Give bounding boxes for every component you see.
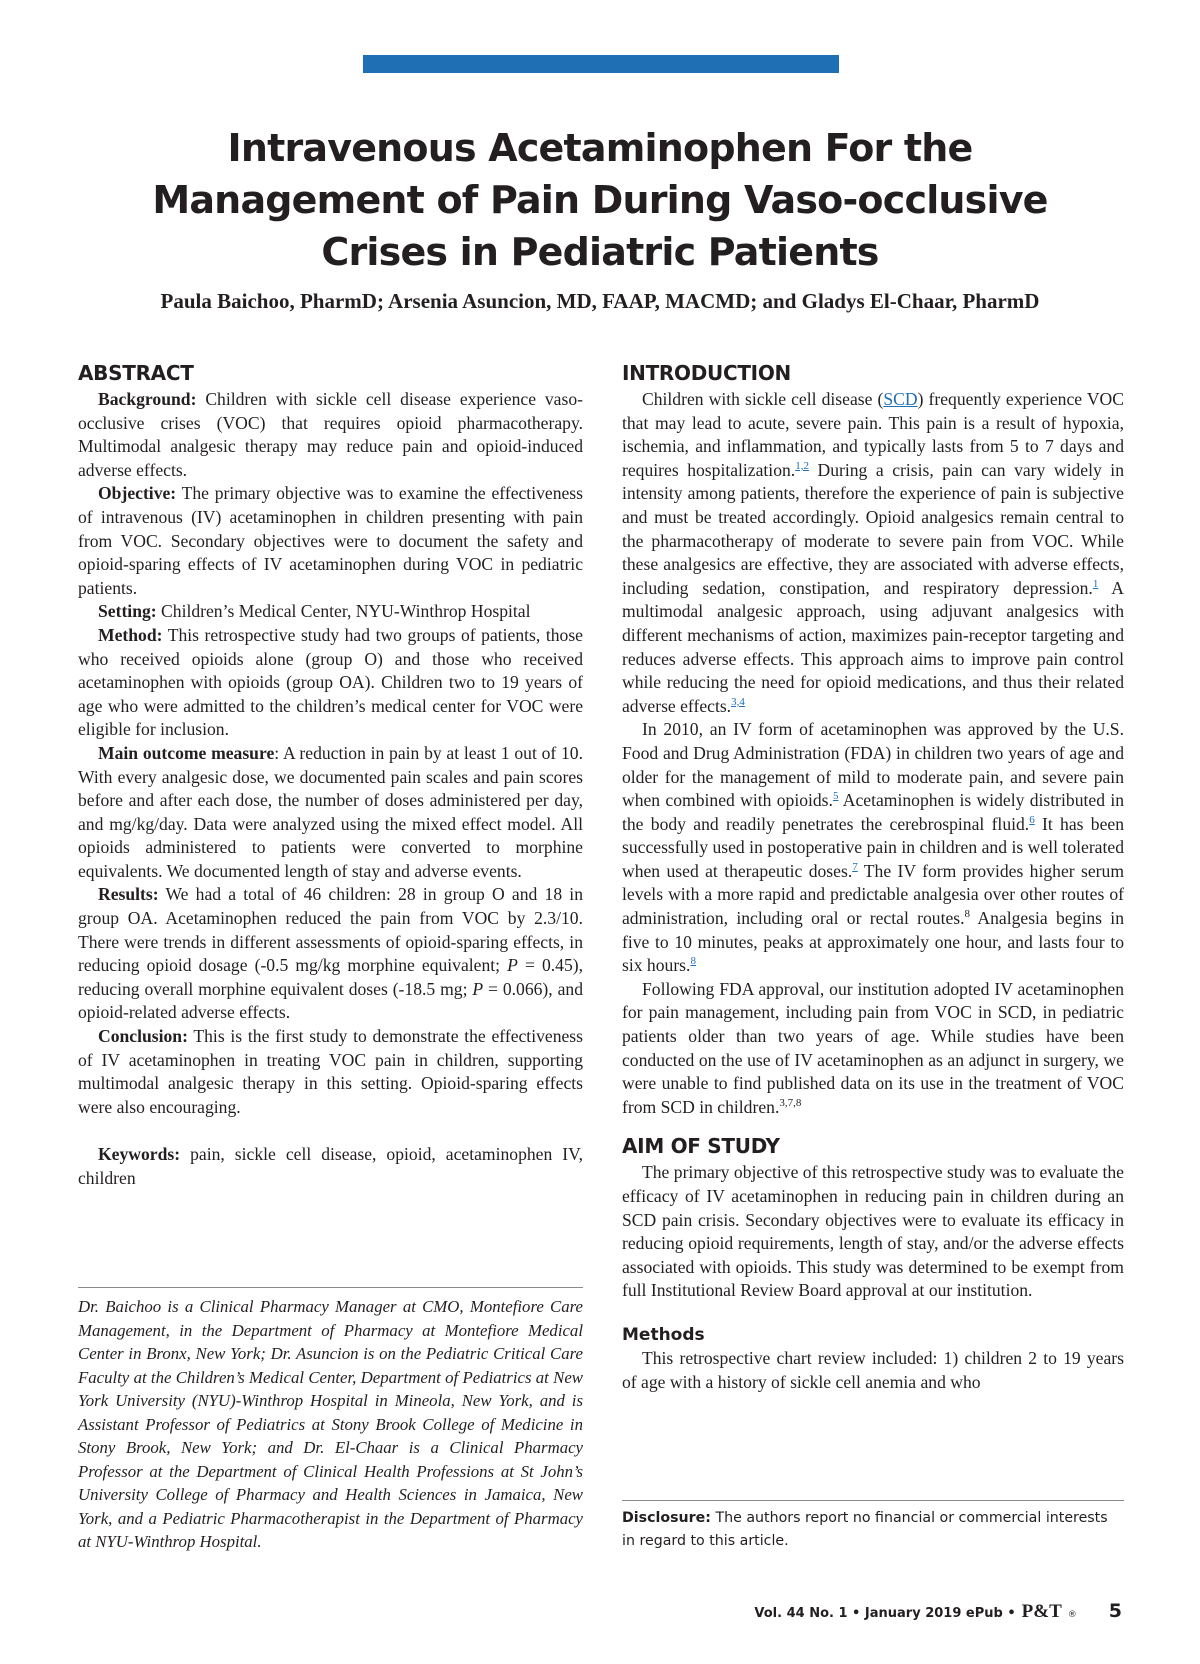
background-text: Children with sickle cell disease experience vaso-occlusive crises (VOC) that requires opioid pharmacotherapy. Multimodal analgesic therapy may reduce pain and opioid-induced adverse effects. xyxy=(78,389,583,480)
abstract-method xyxy=(78,624,583,742)
objective-label: Objective: xyxy=(98,483,177,504)
intro-p1-text-a: Children with sickle cell disease ( xyxy=(642,389,884,409)
author-list: Paula Baichoo, PharmD; Arsenia Asuncion, MD, FAAP, MACMD; and Gladys El-Chaar, PharmD xyxy=(160,289,1040,313)
left-column xyxy=(78,360,583,1191)
results-text-1: We had a total of 46 children: 28 in group O and 18 in group OA. Acetaminophen reduced the pain from VOC by 2.3/10. There were trends in different assessments of opioid-sparing effects, in reducing opioid dosage (-0.5 mg/kg morphine equivalent; xyxy=(78,884,583,976)
intro-paragraph-2 xyxy=(622,718,1124,978)
keywords-label: Keywords: xyxy=(98,1144,181,1165)
title-line-3: Crises in Pediatric Patients xyxy=(321,230,879,274)
intro-p1-text-b: ) frequently experience VOC that may lead to acute, severe pain. This pain is a result of hypoxia, ischemia, and inflammation, and typically lasts from 5 to 7 days and requires hospitalization. xyxy=(622,389,1125,480)
disclosure-note xyxy=(622,1507,1124,1553)
scd-link[interactable]: SCD xyxy=(883,389,918,409)
setting-label: Setting: xyxy=(98,601,157,622)
reference-link[interactable]: 6 xyxy=(1029,813,1035,826)
reference-link[interactable]: 7 xyxy=(852,860,858,873)
intro-p3-text: Following FDA approval, our institution adopted IV acetaminophen for pain management, including pain from VOC in SCD, in pediatric patients older than two years of age. While studies have been conducted on the use of IV acetaminophen as an adjunct in surgery, we were unable to find published data on its use in the treatment of VOC from SCD in children. xyxy=(622,978,1124,1117)
reference-link[interactable]: 3,4 xyxy=(731,695,745,708)
methods-paragraph: This retrospective chart review included: 1) children 2 to 19 years of age with a history of sickle cell anemia and who xyxy=(622,1347,1124,1392)
outcome-label: Main outcome measure xyxy=(98,742,275,763)
intro-p1-text-c: During a crisis, pain can vary widely in intensity among patients, therefore the experience of pain is subjective and must be treated accordingly. Opioid analgesics remain central to the pharmacotherapy of moderate to severe pain from VOC. While these analgesics are effective, they are associated with adverse effects, including sedation, constipation, and respiratory depression. xyxy=(622,459,1124,598)
title-line-1: Intravenous Acetaminophen For the xyxy=(227,126,973,170)
spacer xyxy=(78,1119,583,1143)
intro-p2-text-d: The IV form provides higher serum levels with a more rapid and predictable analgesia over other routes of administration, including oral or rectal routes. xyxy=(622,860,1125,929)
reference-link[interactable]: 8 xyxy=(690,955,696,968)
spacer xyxy=(622,1119,1124,1133)
method-text: This retrospective study had two groups of patients, those who received opioids alone (group O) and those who received acetaminophen with opioids (group OA). Children two to 19 years of age who were admitted to the children’s medical center for VOC were eligible for inclusion. xyxy=(78,624,583,740)
intro-p2-text-e: Analgesia begins in five to 10 minutes, peaks at approximately one hour, and lasts four to six hours. xyxy=(622,908,1124,976)
reference-link[interactable]: 1 xyxy=(1092,577,1099,590)
results-text-3: = 0.066), and opioid-related adverse effects. xyxy=(78,978,583,1023)
page-number: 5 xyxy=(1108,1600,1122,1622)
abstract-background xyxy=(78,388,583,482)
right-column xyxy=(622,360,1124,1394)
objective-text: The primary objective was to examine the effectiveness of intravenous (IV) acetaminophen in children presenting with pain from VOC. Secondary objectives were to document the safety and opioid-sparing effects of IV acetaminophen during VOC in pediatric patients. xyxy=(78,483,583,598)
intro-paragraph-3 xyxy=(622,978,1124,1120)
issue-info: Vol. 44 No. 1 • January 2019 ePub • xyxy=(754,1606,1016,1621)
aim-heading: AIM OF STUDY xyxy=(622,1134,780,1159)
intro-paragraph-1 xyxy=(622,388,1124,718)
reference-link[interactable]: 5 xyxy=(832,790,839,803)
author-affiliations: Dr. Baichoo is a Clinical Pharmacy Manager at CMO, Montefiore Care Management, in the Department of Pharmacy at Montefiore Medical Center in Bronx, New York; Dr. Asuncion is on the Pediatric Critical Care Faculty at the Children’s Medical Center, Department of Pediatrics at New York University (NYU)-Winthrop Hospital in Mineola, New York, and is Assistant Professor of Pediatrics at Stony Brook College of Medicine in Stony Brook, New York; and Dr. El-Chaar is a Clinical Pharmacy Professor at the Department of Clinical Health Professions at St John’s University College of Pharmacy and Health Sciences in Jamaica, New York, and a Pediatric Pharmacotherapist in the Department of Pharmacy at NYU-Winthrop Hospital. xyxy=(78,1297,583,1551)
introduction-heading: INTRODUCTION xyxy=(622,361,791,385)
abstract-heading: ABSTRACT xyxy=(78,361,194,385)
intro-p2-text-c: It has been successfully used in postoperative pain in children and is well tolerated when used at therapeutic doses. xyxy=(622,813,1125,881)
page-footer xyxy=(754,1600,1122,1623)
article-title xyxy=(100,122,1100,278)
results-text-2: = 0.45), reducing overall morphine equivalent doses (-18.5 mg; xyxy=(78,955,583,999)
background-label: Background: xyxy=(98,389,197,409)
setting-text: Children’s Medical Center, NYU-Winthrop Hospital xyxy=(156,601,531,622)
p-value-symbol: P xyxy=(507,955,518,976)
registered-mark: ® xyxy=(1067,1610,1077,1620)
intro-p2-text-b: Acetaminophen is widely distributed in the body and readily penetrates the cerebrospinal fluid. xyxy=(622,790,1125,834)
reference-number: 8 xyxy=(964,908,971,921)
reference-number: 3,7,8 xyxy=(779,1096,802,1109)
methods-heading: Methods xyxy=(622,1324,705,1345)
abstract-results xyxy=(78,883,583,1025)
keywords-text: pain, sickle cell disease, opioid, acetaminophen IV, children xyxy=(78,1144,583,1188)
top-accent-bar xyxy=(363,55,839,73)
abstract-outcome xyxy=(78,742,583,884)
method-label: Method: xyxy=(98,624,163,645)
abstract-setting xyxy=(78,600,583,624)
title-line-2: Management of Pain During Vaso-occlusive xyxy=(152,178,1048,222)
aim-paragraph: The primary objective of this retrospective study was to evaluate the efficacy of IV acetaminophen in reducing pain in children during an SCD pain crisis. Secondary objectives were to evaluate its efficacy in reducing opioid requirements, length of stay, and/or the adverse effects associated with opioids. This study was determined to be exempt from full Institutional Review Board approval at our institution. xyxy=(622,1162,1124,1301)
disclosure-divider xyxy=(622,1500,1124,1501)
results-label: Results: xyxy=(98,884,159,905)
journal-name: P&T xyxy=(1021,1601,1062,1622)
affiliation-divider xyxy=(78,1287,583,1288)
disclosure-label: Disclosure: xyxy=(622,1510,711,1526)
abstract-conclusion xyxy=(78,1025,583,1119)
keywords xyxy=(78,1143,583,1190)
spacer xyxy=(622,1303,1124,1323)
intro-p1-text-d: A multimodal analgesic approach, using adjuvant analgesics with different mechanisms of action, maximizes pain-receptor targeting and reduces adverse effects. This approach aims to improve pain control while reducing the need for opioid medications, and thus their related adverse effects. xyxy=(622,577,1124,716)
reference-link[interactable]: 1,2 xyxy=(795,459,809,472)
intro-p2-text-a: In 2010, an IV form of acetaminophen was approved by the U.S. Food and Drug Administration (FDA) in children two years of age and older for the management of mild to moderate pain, and severe pain when combined with opioids. xyxy=(622,719,1124,811)
conclusion-text: This is the first study to demonstrate the effectiveness of IV acetaminophen in treating VOC pain in children, supporting multimodal analgesic therapy in this setting. Opioid-sparing effects were also encouraging. xyxy=(78,1026,583,1117)
abstract-objective xyxy=(78,482,583,600)
disclosure-text: The authors report no financial or commercial interests in regard to this article. xyxy=(622,1510,1108,1549)
p-value-symbol-2: P xyxy=(472,978,484,999)
conclusion-label: Conclusion: xyxy=(98,1026,188,1047)
outcome-text: : A reduction in pain by at least 1 out of 10. With every analgesic dose, we documented pain scales and pain scores before and after each dose, the number of doses administered per day, and mg/kg/day. Data were analyzed using the mixed effect model. All opioids administered to patients were converted to morphine equivalents. We documented length of stay and adverse events. xyxy=(78,742,583,881)
